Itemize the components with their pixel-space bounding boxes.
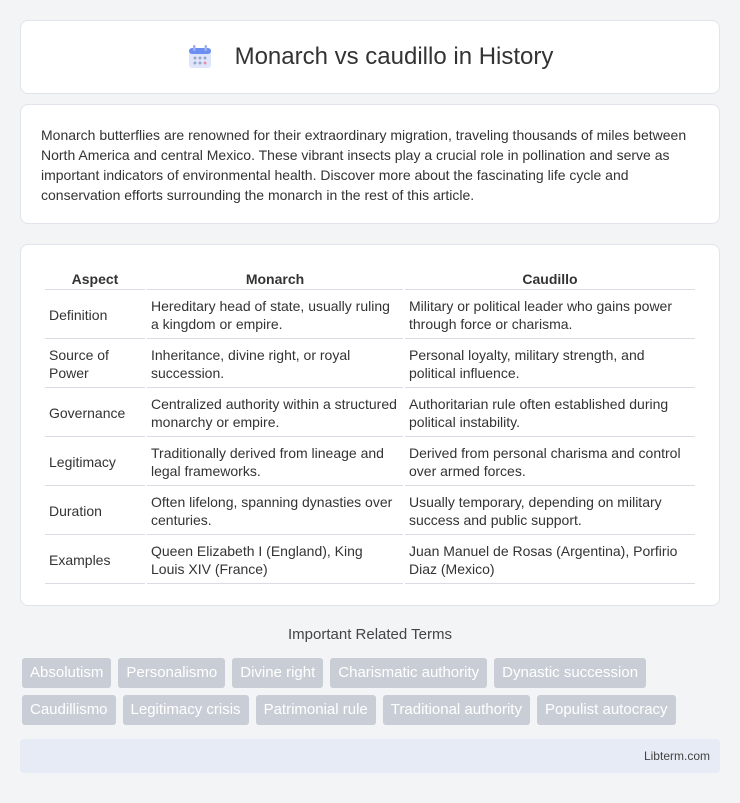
table-row <box>45 390 695 437</box>
header-card <box>20 20 720 94</box>
monarch-cell: Often lifelong, spanning dynasties over centuries. <box>147 488 403 535</box>
intro-text: Monarch butterflies are renowned for their extraordinary migration, traveling thousands of miles between North America and central Mexico. These vibrant insects play a crucial role in pollination and serve as important indicators of environmental health. Discover more about the fascinating life cycle and conservation efforts surrounding the monarch in the rest of this article. <box>41 127 687 203</box>
related-terms-tags <box>22 658 722 732</box>
tag-legitimacy-crisis[interactable]: Legitimacy crisis <box>123 695 249 725</box>
caudillo-cell: Juan Manuel de Rosas (Argentina), Porfirio Diaz (Mexico) <box>405 537 695 584</box>
header-monarch: Monarch <box>147 267 403 290</box>
monarch-cell: Queen Elizabeth I (England), King Louis XIV (France) <box>147 537 403 584</box>
footer-link[interactable]: Libterm.com <box>643 749 710 763</box>
monarch-cell: Hereditary head of state, usually ruling a kingdom or empire. <box>147 292 403 339</box>
table-row <box>45 488 695 535</box>
tag-personalismo[interactable]: Personalismo <box>118 658 225 688</box>
tag-caudillismo[interactable]: Caudillismo <box>22 695 116 725</box>
caudillo-cell: Personal loyalty, military strength, and political influence. <box>405 341 695 388</box>
tag-row <box>22 658 722 688</box>
aspect-cell: Source of Power <box>45 341 145 388</box>
monarch-cell: Traditionally derived from lineage and legal frameworks. <box>147 439 403 486</box>
aspect-cell: Governance <box>45 390 145 437</box>
table-row <box>45 537 695 584</box>
page-title: Monarch vs caudillo in History <box>234 43 554 70</box>
tag-divine-right[interactable]: Divine right <box>232 658 323 688</box>
aspect-cell: Legitimacy <box>45 439 145 486</box>
tag-dynastic-succession[interactable]: Dynastic succession <box>494 658 646 688</box>
aspect-cell: Examples <box>45 537 145 584</box>
intro-card <box>20 104 720 224</box>
monarch-cell: Inheritance, divine right, or royal succession. <box>147 341 403 388</box>
tag-absolutism[interactable]: Absolutism <box>22 658 111 688</box>
tag-traditional-authority[interactable]: Traditional authority <box>383 695 530 725</box>
header-caudillo: Caudillo <box>405 267 695 290</box>
calendar-icon <box>187 44 213 70</box>
table-row <box>45 341 695 388</box>
aspect-cell: Duration <box>45 488 145 535</box>
tag-charismatic-authority[interactable]: Charismatic authority <box>330 658 487 688</box>
header-aspect: Aspect <box>45 267 145 290</box>
caudillo-cell: Usually temporary, depending on military success and public support. <box>405 488 695 535</box>
caudillo-cell: Derived from personal charisma and control over armed forces. <box>405 439 695 486</box>
tag-populist-autocracy[interactable]: Populist autocracy <box>537 695 676 725</box>
monarch-cell: Centralized authority within a structured monarchy or empire. <box>147 390 403 437</box>
table-row <box>45 439 695 486</box>
caudillo-cell: Authoritarian rule often established during political instability. <box>405 390 695 437</box>
comparison-table <box>43 265 697 586</box>
aspect-cell: Definition <box>45 292 145 339</box>
footer <box>20 739 720 773</box>
tag-patrimonial-rule[interactable]: Patrimonial rule <box>256 695 376 725</box>
comparison-table-card <box>20 244 720 606</box>
table-header-row <box>45 267 695 290</box>
related-terms-title: Important Related Terms <box>288 626 452 643</box>
caudillo-cell: Military or political leader who gains power through force or charisma. <box>405 292 695 339</box>
tag-row <box>22 695 722 725</box>
table-row <box>45 292 695 339</box>
